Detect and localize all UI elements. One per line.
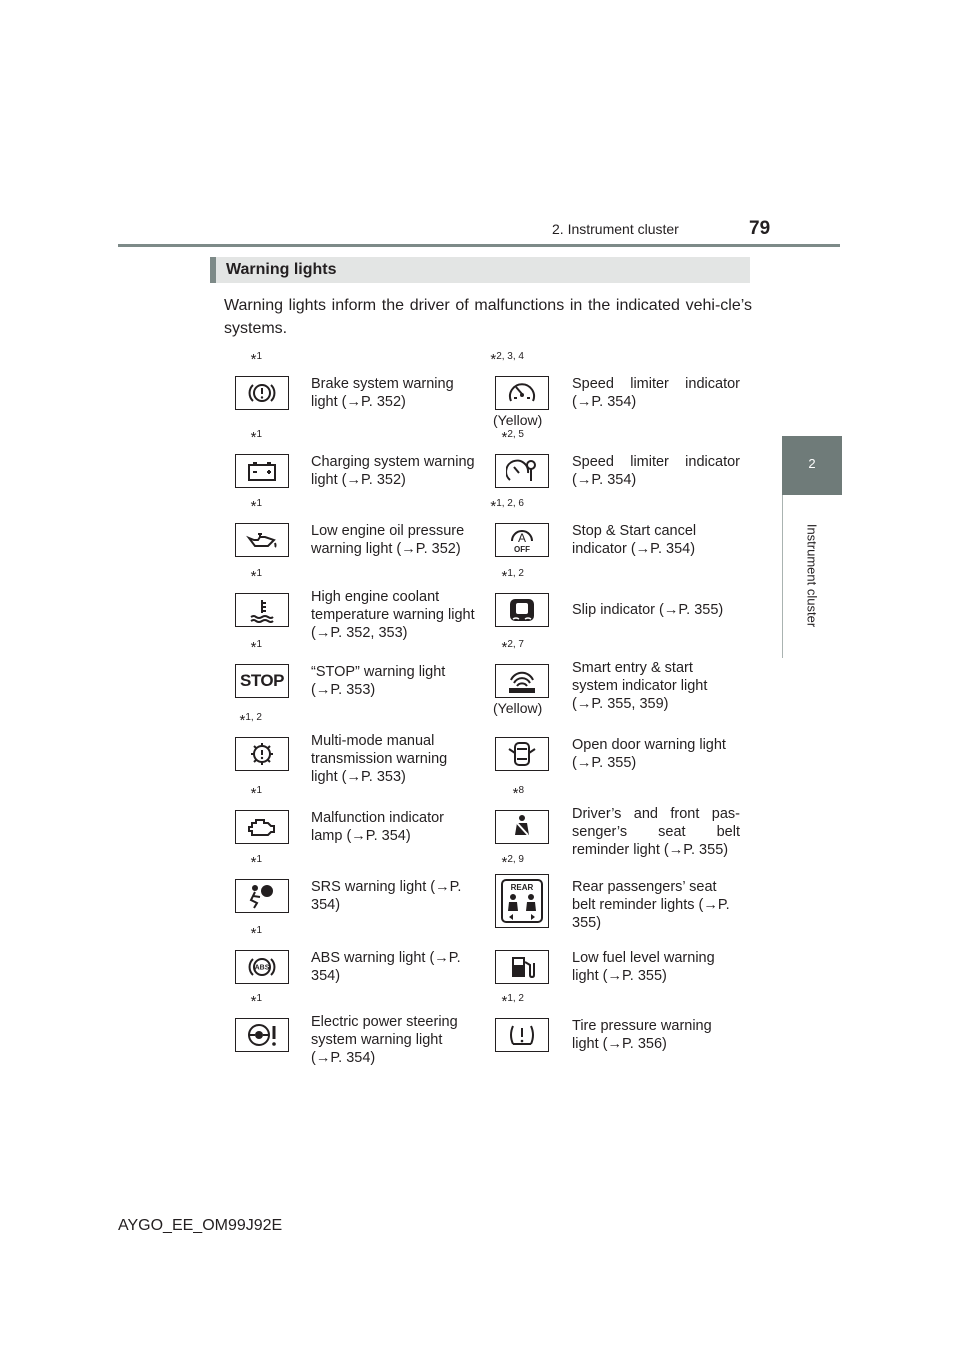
- right-footnote-ref: *$^{2, 5}$: [501, 429, 524, 446]
- header-rule: [118, 244, 840, 247]
- left-light-description: ABS warning light (→P. 354): [311, 950, 461, 984]
- coolant-temperature-icon: [235, 593, 289, 627]
- section-title: Warning lights: [226, 261, 337, 278]
- left-footnote-ref: *$^1$: [250, 785, 262, 802]
- stop-icon-text: STOP: [240, 671, 284, 690]
- left-footnote-ref: *$^1$: [250, 429, 262, 446]
- left-footnote-ref: *$^1$: [250, 351, 262, 368]
- left-light-description: “STOP” warning light (→P. 353): [311, 664, 446, 698]
- left-light-description: Malfunction indicator lamp (→P. 354): [311, 810, 444, 844]
- indicator-color-note: (Yellow): [493, 412, 543, 428]
- oil-pressure-icon: [235, 523, 289, 557]
- engine-check-icon: [235, 810, 289, 844]
- stop-text-icon: [235, 664, 289, 698]
- tire-pressure-icon: [495, 1018, 549, 1052]
- seatbelt-icon: [495, 810, 549, 844]
- right-light-description: Low fuel level warning light (→P. 355): [572, 950, 715, 984]
- right-footnote-ref: *$^{2, 3, 4}$: [490, 351, 524, 368]
- left-light-description: SRS warning light (→P. 354): [311, 879, 462, 913]
- srs-airbag-icon: [235, 879, 289, 913]
- right-footnote-ref: *$^{1, 2}$: [501, 993, 524, 1010]
- right-light-description: Speed limiter indicator (→P. 354): [572, 376, 740, 410]
- indicator-color-note: (Yellow): [493, 700, 543, 716]
- brake-system-icon: [235, 376, 289, 410]
- right-light-description: Slip indicator (→P. 355): [572, 602, 724, 618]
- left-footnote-ref: *$^1$: [250, 639, 262, 656]
- svg-text:A: A: [517, 531, 527, 545]
- power-steering-icon: [235, 1018, 289, 1052]
- abs-icon-text: ABS: [254, 964, 270, 972]
- right-light-description: Open door warning light (→P. 355): [572, 737, 726, 771]
- left-light-description: High engine coolant temperature warning light (→P. 352, 353): [311, 589, 475, 641]
- right-light-description: Rear passengers’ seat belt reminder lights (→P. 355): [572, 879, 730, 931]
- svg-text:OFF: OFF: [514, 545, 530, 553]
- stop-start-off-icon: [495, 523, 549, 557]
- page-number: 79: [749, 218, 771, 239]
- open-door-icon: [495, 737, 549, 771]
- rear-icon-text: REAR: [510, 883, 534, 892]
- side-rule: [782, 495, 783, 658]
- battery-icon: [235, 454, 289, 488]
- speed-limiter-icon: [495, 376, 549, 410]
- right-light-description: Tire pressure warning light (→P. 356): [572, 1018, 712, 1052]
- left-light-description: Low engine oil pressure warning light (→P. 352): [311, 523, 465, 557]
- document-code: AYGO_EE_OM99J92E: [118, 1217, 283, 1234]
- gear-warning-icon: [235, 737, 289, 771]
- right-light-description: Driver’s and front pas-senger’s seat belt reminder light (→P. 355): [572, 806, 740, 858]
- left-footnote-ref: *$^1$: [250, 568, 262, 585]
- right-footnote-ref: *$^{1, 2}$: [501, 568, 524, 585]
- chapter-number: 2: [808, 456, 816, 471]
- left-light-description: Brake system warning light (→P. 352): [311, 376, 454, 410]
- left-light-description: Charging system warning light (→P. 352): [311, 454, 475, 488]
- right-footnote-ref: *$^8$: [512, 785, 524, 802]
- speed-limiter-wrench-icon: [495, 454, 549, 488]
- left-light-description: Multi-mode manual transmission warning light (→P. 353): [311, 733, 448, 785]
- left-footnote-ref: *$^1$: [250, 854, 262, 871]
- right-footnote-ref: *$^{2, 7}$: [501, 639, 524, 656]
- left-light-description: Electric power steering system warning light (→P. 354): [311, 1014, 458, 1066]
- rear-seatbelt-icon: [495, 874, 549, 928]
- left-footnote-ref: *$^1$: [250, 498, 262, 515]
- section-heading-bar: [210, 257, 750, 283]
- left-footnote-ref: *$^1$: [250, 993, 262, 1010]
- abs-icon: [235, 950, 289, 984]
- left-footnote-ref: *$^{1, 2}$: [239, 712, 262, 729]
- right-footnote-ref: *$^{1, 2, 6}$: [490, 498, 524, 515]
- right-light-description: Speed limiter indicator (→P. 354): [572, 454, 740, 488]
- slip-indicator-icon: [495, 593, 549, 627]
- right-light-description: Smart entry & start system indicator light (→P. 355, 359): [572, 660, 708, 712]
- right-footnote-ref: *$^{2, 9}$: [501, 854, 524, 871]
- intro-paragraph: Warning lights inform the driver of malfunctions in the indicated vehi-cle’s systems.: [224, 297, 752, 337]
- right-light-description: Stop & Start cancel indicator (→P. 354): [572, 523, 697, 557]
- fuel-pump-icon: [495, 950, 549, 984]
- chapter-label: Instrument cluster: [804, 523, 820, 628]
- smart-key-icon: [495, 664, 549, 698]
- left-footnote-ref: *$^1$: [250, 925, 262, 942]
- header-section-title: 2. Instrument cluster: [552, 221, 679, 237]
- section-accent: [210, 257, 216, 283]
